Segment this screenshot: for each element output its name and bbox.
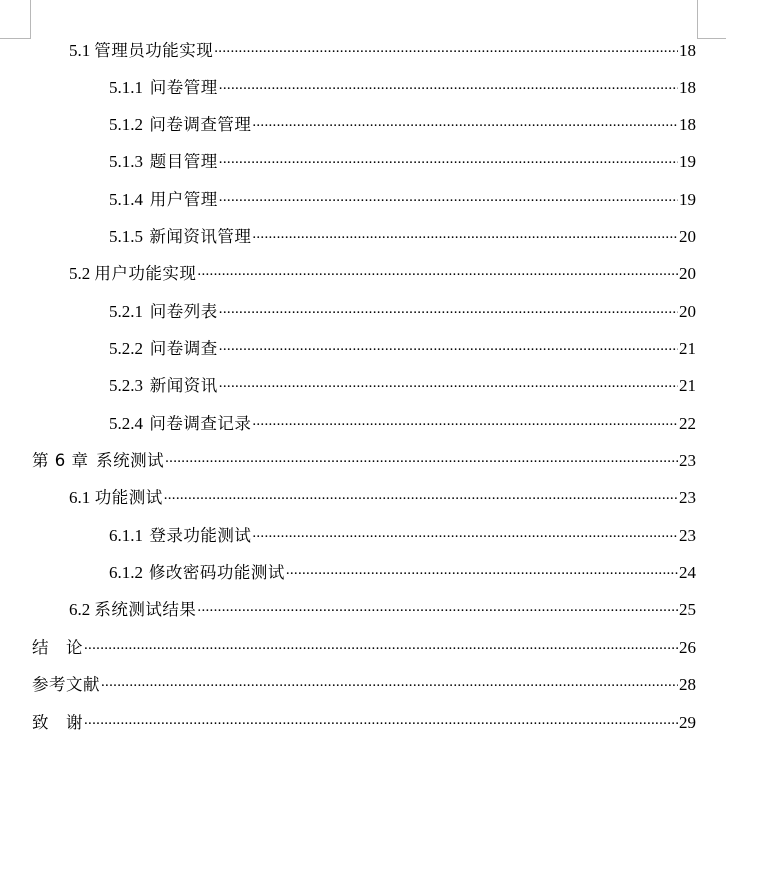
toc-title: 用户管理 — [149, 190, 218, 209]
toc-page-number: 24 — [679, 563, 696, 582]
toc-entry[interactable] — [109, 226, 696, 248]
toc-leader-dots — [252, 223, 678, 245]
toc-entry-conclusion[interactable] — [32, 637, 696, 659]
toc-title: 系统测试结果 — [94, 600, 197, 619]
toc-title: 管理员功能实现 — [94, 41, 214, 60]
toc-page-number: 23 — [679, 451, 696, 470]
toc-page-number: 19 — [679, 152, 696, 171]
toc-entry[interactable] — [109, 114, 696, 136]
toc-number: 5.1.1 — [109, 78, 143, 97]
crop-mark-right — [697, 0, 726, 39]
toc-leader-dots — [219, 335, 678, 357]
toc-leader-dots — [84, 709, 678, 731]
toc-number: 6.2 — [69, 600, 91, 619]
toc-title: 问卷调查记录 — [149, 414, 252, 433]
toc-entry[interactable] — [109, 77, 696, 99]
toc-number: 6.1.2 — [109, 563, 143, 582]
toc-page-number: 28 — [679, 675, 696, 694]
toc-entry[interactable] — [69, 599, 696, 621]
toc-entry[interactable] — [109, 375, 696, 397]
toc-leader-dots — [214, 37, 678, 59]
toc-page-number: 20 — [679, 302, 696, 321]
crop-mark-left — [0, 0, 31, 39]
toc-number: 6.1 — [69, 488, 91, 507]
toc-title: 功能测试 — [94, 488, 163, 507]
toc-entry-chapter[interactable] — [32, 450, 696, 472]
toc-leader-dots — [252, 111, 678, 133]
toc-leader-dots — [252, 410, 678, 432]
toc-leader-dots — [165, 447, 678, 469]
toc-title: 系统测试 — [96, 451, 165, 470]
toc-page-number: 18 — [679, 78, 696, 97]
toc-page-number: 26 — [679, 638, 696, 657]
toc-page-number: 21 — [679, 339, 696, 358]
toc-leader-dots — [219, 372, 678, 394]
toc-entry[interactable] — [69, 40, 696, 62]
toc-title: 登录功能测试 — [149, 526, 252, 545]
toc-page-number: 22 — [679, 414, 696, 433]
toc-number: 5.2.4 — [109, 414, 143, 433]
toc-number: 5.1.4 — [109, 190, 143, 209]
toc-title: 新闻资讯管理 — [149, 227, 252, 246]
toc-page-number: 21 — [679, 376, 696, 395]
toc-page-number: 29 — [679, 713, 696, 732]
toc-leader-dots — [164, 484, 678, 506]
toc-page-number: 23 — [679, 526, 696, 545]
toc-title: 修改密码功能测试 — [148, 563, 285, 582]
toc-entry-acknowledgements[interactable] — [32, 712, 696, 734]
toc-leader-dots — [101, 671, 678, 693]
toc-leader-dots — [252, 522, 678, 544]
toc-page-number: 23 — [679, 488, 696, 507]
toc-page-number: 25 — [679, 600, 696, 619]
toc-title: 题目管理 — [149, 152, 218, 171]
toc-entry[interactable] — [109, 525, 696, 547]
toc-number: 5.1.3 — [109, 152, 143, 171]
toc-number: 5.2.3 — [109, 376, 143, 395]
toc-page-number: 20 — [679, 227, 696, 246]
toc-leader-dots — [197, 260, 678, 282]
toc-entry[interactable] — [109, 562, 696, 584]
toc-entry[interactable] — [109, 151, 696, 173]
toc-number: 5.2.1 — [109, 302, 143, 321]
toc-leader-dots — [219, 298, 678, 320]
toc-entry[interactable] — [69, 487, 696, 509]
toc-title: 问卷调查管理 — [149, 115, 252, 134]
toc-entry[interactable] — [109, 413, 696, 435]
toc-title: 问卷管理 — [149, 78, 218, 97]
toc-number: 5.1.5 — [109, 227, 143, 246]
toc-number: 6.1.1 — [109, 526, 143, 545]
toc-leader-dots — [219, 148, 678, 170]
toc-leader-dots — [219, 186, 678, 208]
toc-page-number: 20 — [679, 264, 696, 283]
toc-leader-dots — [219, 74, 678, 96]
toc-entry[interactable] — [109, 189, 696, 211]
toc-title: 参考文献 — [32, 675, 100, 694]
toc-number: 5.1 — [69, 41, 91, 60]
toc-number: 5.1.2 — [109, 115, 143, 134]
toc-leader-dots — [197, 596, 678, 618]
toc-page-number: 19 — [679, 190, 696, 209]
toc-title: 问卷列表 — [149, 302, 218, 321]
toc-page-number: 18 — [679, 115, 696, 134]
toc-title: 用户功能实现 — [94, 264, 197, 283]
toc-entry[interactable] — [69, 263, 696, 285]
toc-number: 第 6 章 — [32, 451, 89, 470]
toc-entry-references[interactable] — [32, 674, 696, 696]
toc-title: 致 谢 — [32, 713, 83, 732]
toc-title: 结 论 — [32, 638, 83, 657]
toc-leader-dots — [84, 634, 678, 656]
toc-leader-dots — [286, 559, 678, 581]
toc-number: 5.2.2 — [109, 339, 143, 358]
toc-number: 5.2 — [69, 264, 91, 283]
toc-title: 问卷调查 — [149, 339, 218, 358]
toc-title: 新闻资讯 — [149, 376, 218, 395]
toc-page-number: 18 — [679, 41, 696, 60]
toc-entry[interactable] — [109, 301, 696, 323]
toc-entry[interactable] — [109, 338, 696, 360]
